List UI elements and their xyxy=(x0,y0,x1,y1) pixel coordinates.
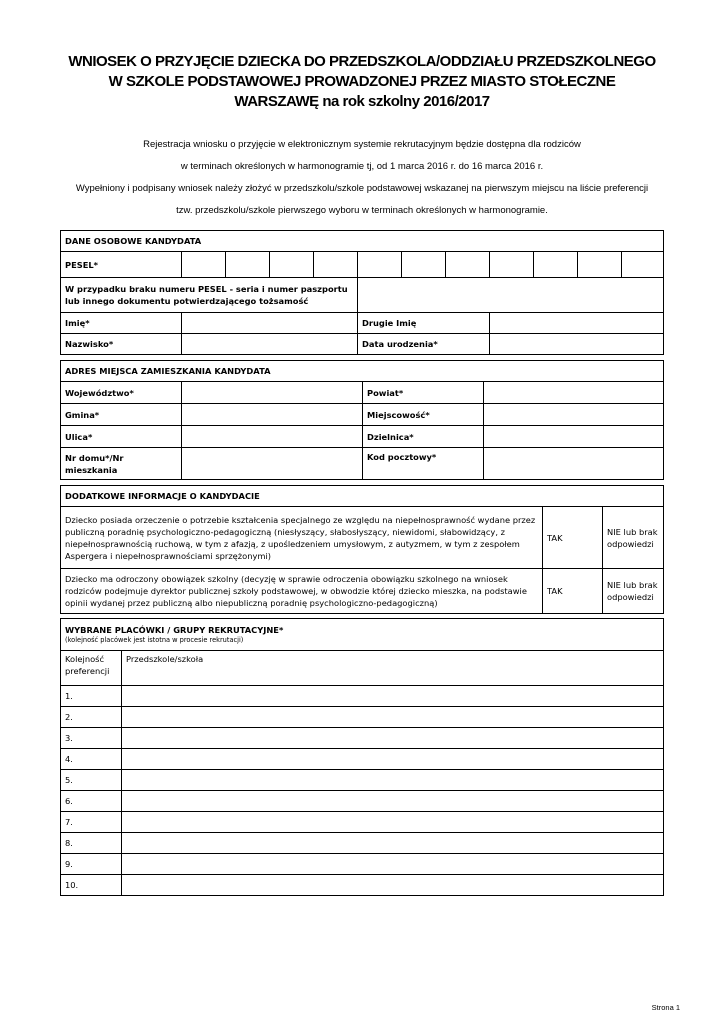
pesel-digit-8[interactable] xyxy=(490,252,534,278)
preference-number: 10. xyxy=(61,875,122,896)
town-field[interactable] xyxy=(484,404,664,426)
personal-data-table xyxy=(60,230,664,355)
second-name-label: Drugie Imię xyxy=(358,313,490,334)
pesel-digit-2[interactable] xyxy=(226,252,270,278)
selected-institutions-header xyxy=(61,619,664,651)
house-number-label: Nr domu*/Nr mieszkania xyxy=(61,448,182,480)
preference-school-field[interactable] xyxy=(122,791,664,812)
preference-number: 8. xyxy=(61,833,122,854)
commune-field[interactable] xyxy=(182,404,363,426)
pesel-digit-5[interactable] xyxy=(358,252,402,278)
additional-info-table xyxy=(60,485,664,614)
pesel-label: PESEL* xyxy=(61,252,182,278)
surname-field[interactable] xyxy=(182,334,358,355)
pesel-digit-6[interactable] xyxy=(402,252,446,278)
postal-code-field[interactable] xyxy=(484,448,664,480)
preference-school-field[interactable] xyxy=(122,833,664,854)
preference-number: 1. xyxy=(61,686,122,707)
address-header: ADRES MIEJSCA ZAMIESZKANIA KANDYDATA xyxy=(61,361,664,382)
title-line-1: WNIOSEK O PRZYJĘCIE DZIECKA DO PRZEDSZKOLA/ODDZIAŁU PRZEDSZKOLNEGO xyxy=(68,53,656,70)
preference-number: 2. xyxy=(61,707,122,728)
preference-school-field[interactable] xyxy=(122,749,664,770)
county-field[interactable] xyxy=(484,382,664,404)
intro-line-1: Rejestracja wniosku o przyjęcie w elektronicznym systemie rekrutacyjnym będzie dostępna dla rodziców xyxy=(143,139,581,150)
selected-institutions-table xyxy=(60,618,664,896)
voivodeship-field[interactable] xyxy=(182,382,363,404)
deferred-schooling-yes[interactable]: TAK xyxy=(543,569,603,614)
town-label: Miejscowość* xyxy=(363,404,484,426)
special-education-question: Dziecko posiada orzeczenie o potrzebie kształcenia specjalnego ze względu na niepełnosprawność wydane przez publiczną poradnię psychologiczno-pedagogiczną (niesłyszący, słabosłyszący, niewidomi, słabowidzący, z niepełnosprawnością ruchową, w tym z afazją, z upośledzeniem umysłowym, z autyzmem, w tym z zespołem Aspergera i niepełnosprawnościami sprzężonymi) xyxy=(61,507,543,569)
preference-school-field[interactable] xyxy=(122,875,664,896)
order-column-header: Kolejność preferencji xyxy=(61,651,122,686)
special-education-yes[interactable]: TAK xyxy=(543,507,603,569)
page-title xyxy=(40,52,684,112)
page-number: Strona 1 xyxy=(651,1003,680,1012)
county-label: Powiat* xyxy=(363,382,484,404)
deferred-schooling-no[interactable]: NIE lub brak odpowiedzi xyxy=(603,569,664,614)
district-field[interactable] xyxy=(484,426,664,448)
selected-institutions-title: WYBRANE PLACÓWKI / GRUPY REKRUTACYJNE* xyxy=(65,625,284,635)
preference-number: 7. xyxy=(61,812,122,833)
pesel-digit-3[interactable] xyxy=(270,252,314,278)
address-table xyxy=(60,360,664,480)
voivodeship-label: Województwo* xyxy=(61,382,182,404)
preference-school-field[interactable] xyxy=(122,812,664,833)
title-line-2: W SZKOLE PODSTAWOWEJ PROWADZONEJ PRZEZ MIASTO STOŁECZNE xyxy=(108,73,616,90)
preference-number: 3. xyxy=(61,728,122,749)
first-name-field[interactable] xyxy=(182,313,358,334)
postal-code-label: Kod pocztowy* xyxy=(363,448,484,480)
intro-line-2: w terminach określonych w harmonogramie tj, od 1 marca 2016 r. do 16 marca 2016 r. xyxy=(180,161,544,172)
special-education-no[interactable]: NIE lub brak odpowiedzi xyxy=(603,507,664,569)
personal-data-header: DANE OSOBOWE KANDYDATA xyxy=(61,231,664,252)
intro-line-4: tzw. przedszkolu/szkole pierwszego wyboru w terminach określonych w harmonogramie. xyxy=(176,205,548,216)
pesel-digit-4[interactable] xyxy=(314,252,358,278)
preference-number: 6. xyxy=(61,791,122,812)
pesel-digit-7[interactable] xyxy=(446,252,490,278)
pesel-digit-10[interactable] xyxy=(578,252,622,278)
title-line-3: WARSZAWĘ na rok szkolny 2016/2017 xyxy=(234,93,490,110)
no-pesel-label: W przypadku braku numeru PESEL - seria i numer paszportu lub innego dokumentu potwierdzającego tożsamość xyxy=(61,278,358,313)
birth-date-field[interactable] xyxy=(490,334,664,355)
preference-number: 5. xyxy=(61,770,122,791)
commune-label: Gmina* xyxy=(61,404,182,426)
preference-number: 9. xyxy=(61,854,122,875)
second-name-field[interactable] xyxy=(490,313,664,334)
school-column-header: Przedszkole/szkoła xyxy=(122,651,664,686)
pesel-digit-1[interactable] xyxy=(182,252,226,278)
preference-school-field[interactable] xyxy=(122,686,664,707)
district-label: Dzielnica* xyxy=(363,426,484,448)
preference-school-field[interactable] xyxy=(122,770,664,791)
street-field[interactable] xyxy=(182,426,363,448)
first-name-label: Imię* xyxy=(61,313,182,334)
surname-label: Nazwisko* xyxy=(61,334,182,355)
intro-line-3: Wypełniony i podpisany wniosek należy złożyć w przedszkolu/szkole podstawowej wskazanej na pierwszym miejscu na liście preferencji xyxy=(75,183,649,194)
additional-info-header: DODATKOWE INFORMACJE O KANDYDACIE xyxy=(61,486,664,507)
preference-number: 4. xyxy=(61,749,122,770)
preference-school-field[interactable] xyxy=(122,854,664,875)
document-number-field[interactable] xyxy=(358,278,664,313)
preference-school-field[interactable] xyxy=(122,728,664,749)
deferred-schooling-question: Dziecko ma odroczony obowiązek szkolny (decyzję w sprawie odroczenia obowiązku szkolnego na wniosek rodziców podejmuje dyrektor publicznej szkoły podstawowej, w obwodzie której dziecko mieszka, na podstawie opinii wydanej przez publiczną albo niepubliczną poradnię psychologiczno-pedagogiczną) xyxy=(61,569,543,614)
intro-text xyxy=(40,134,684,222)
pesel-digit-9[interactable] xyxy=(534,252,578,278)
selected-institutions-note: (kolejność placówek jest istotna w procesie rekrutacji) xyxy=(65,636,244,644)
pesel-digit-11[interactable] xyxy=(622,252,664,278)
house-number-field[interactable] xyxy=(182,448,363,480)
birth-date-label: Data urodzenia* xyxy=(358,334,490,355)
preference-school-field[interactable] xyxy=(122,707,664,728)
street-label: Ulica* xyxy=(61,426,182,448)
